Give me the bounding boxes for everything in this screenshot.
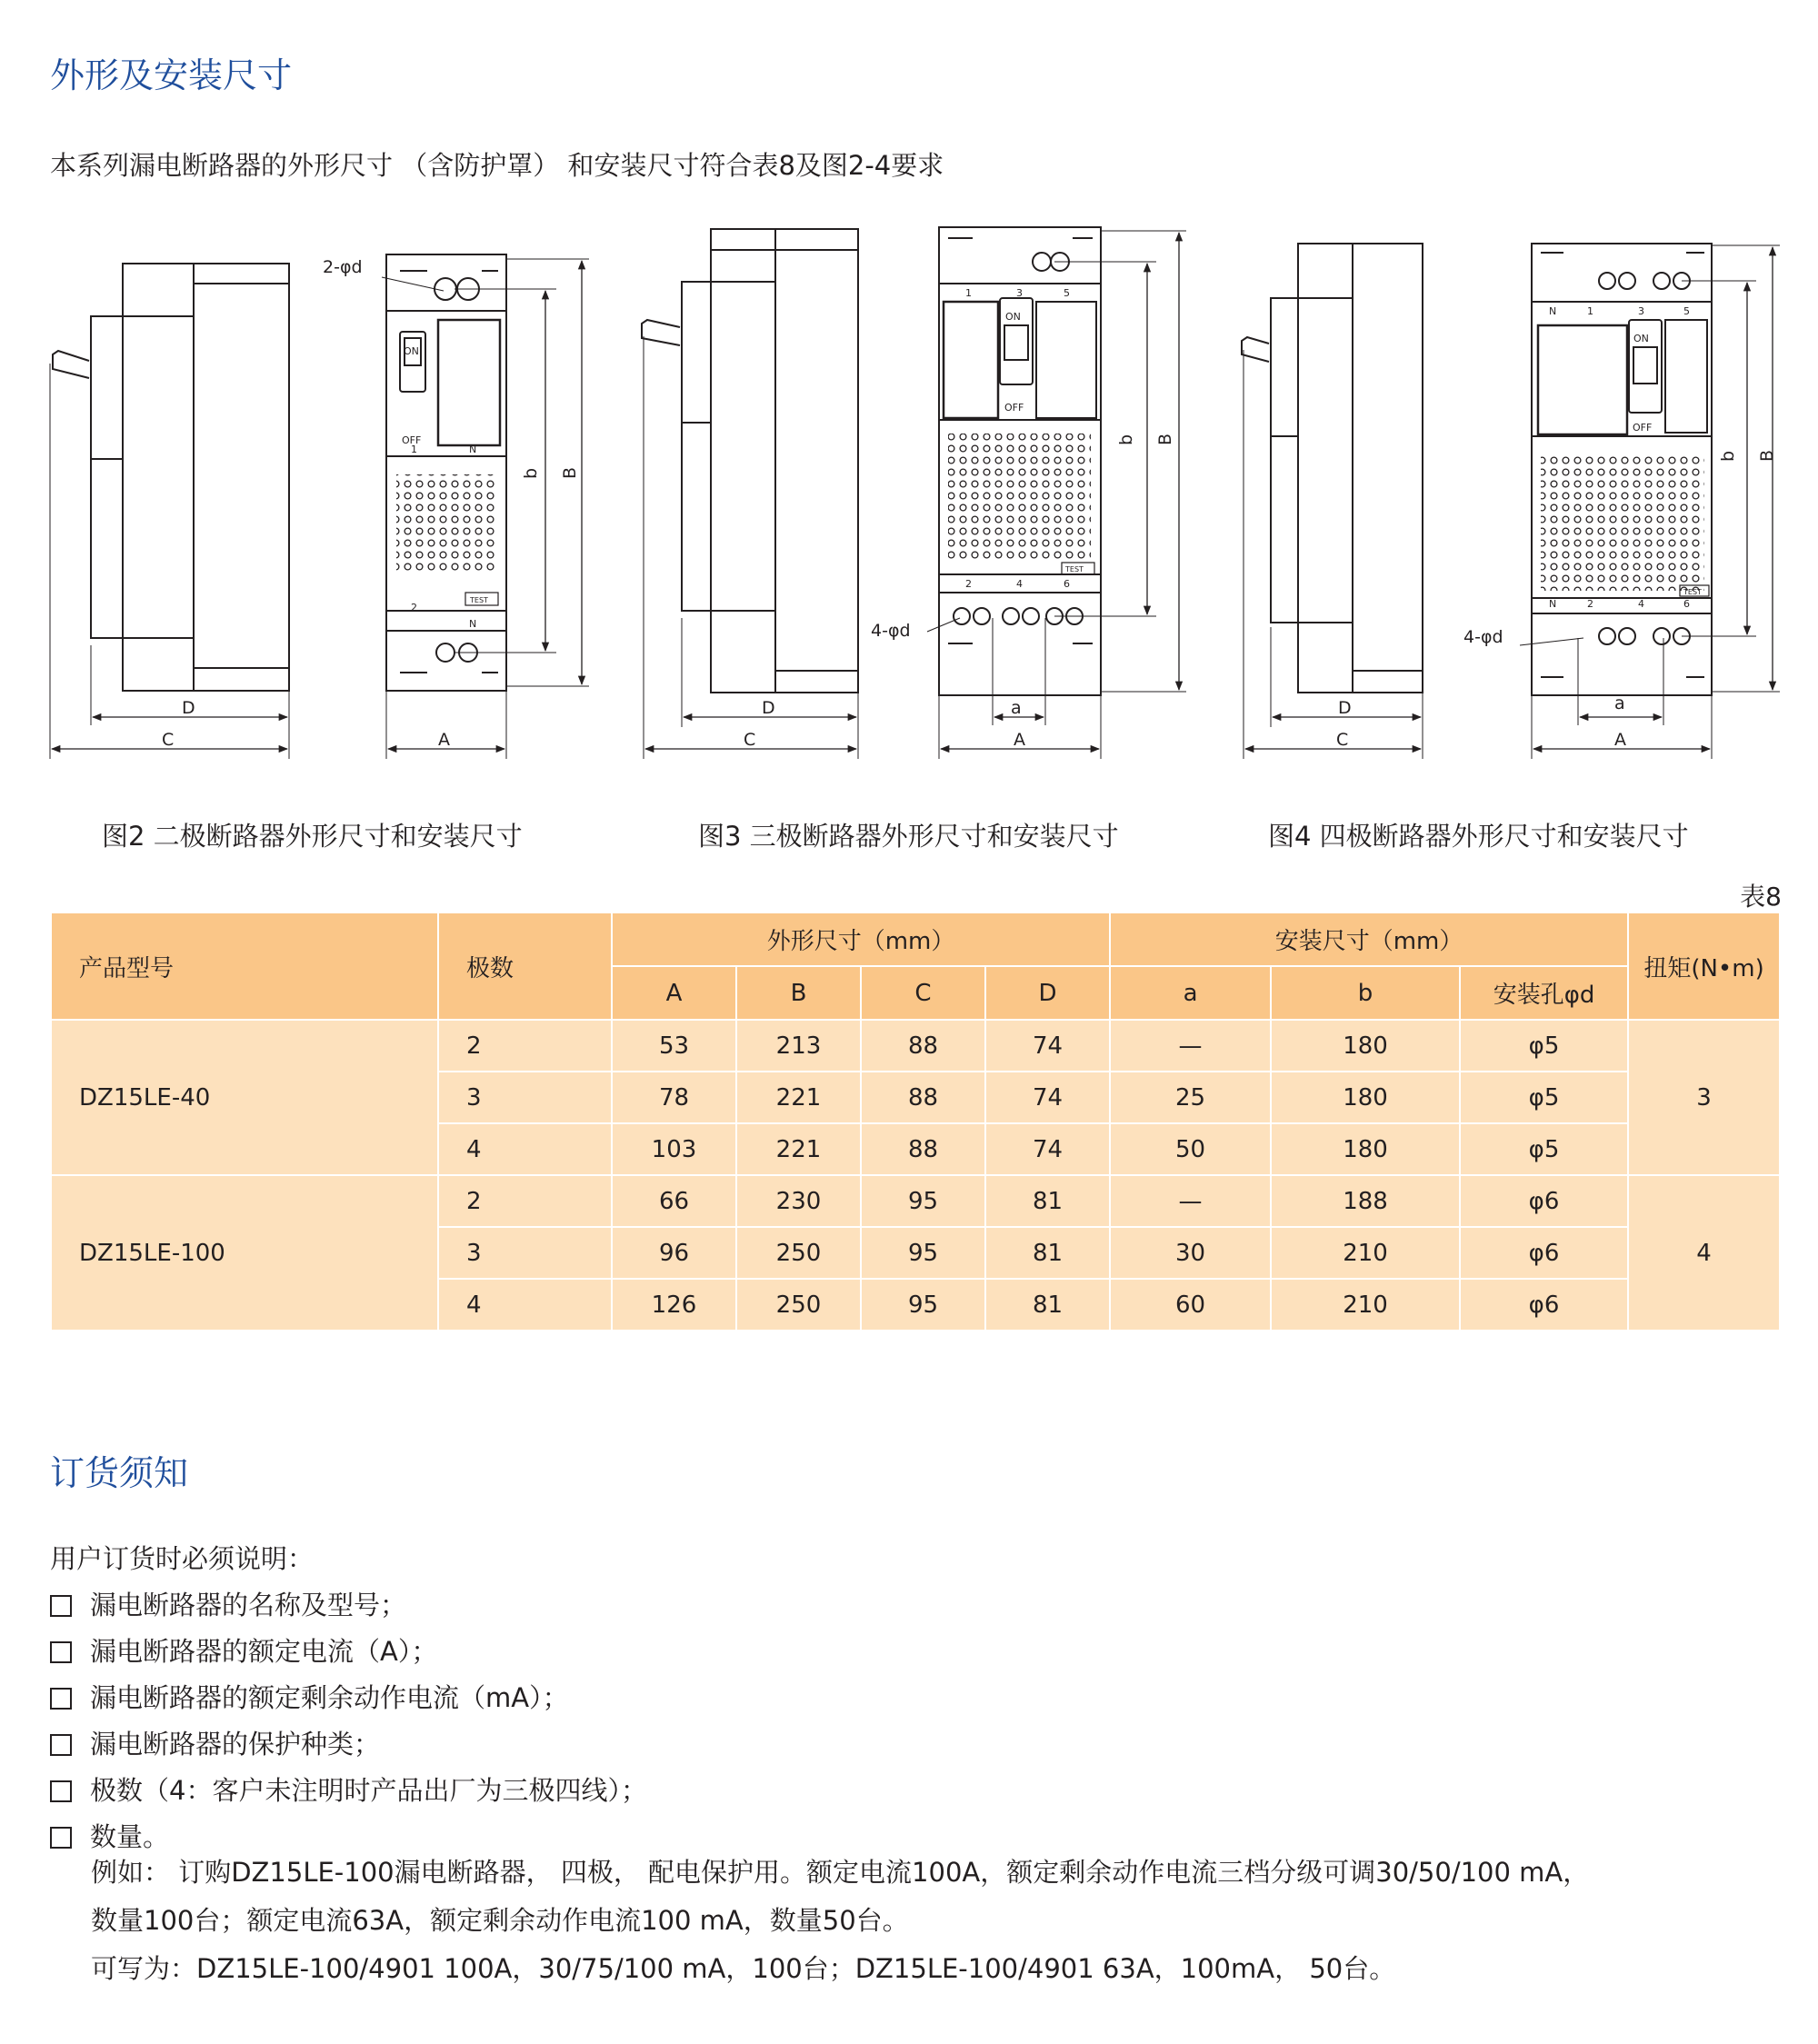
checkbox[interactable]: [50, 1827, 72, 1849]
fig3-test-label: TEST: [1065, 565, 1084, 573]
fig2-dim-c: C: [162, 730, 175, 750]
cell-C: 88: [861, 1020, 985, 1072]
header-poles: 极数: [438, 912, 612, 1020]
fig4-term-1: 1: [1587, 305, 1593, 317]
fig4-dim-b-small: b: [1718, 450, 1738, 462]
fig4-term-4: 4: [1638, 598, 1644, 610]
cell-C: 95: [861, 1175, 985, 1227]
fig3-term-3: 3: [1016, 287, 1023, 299]
spec-table: [50, 912, 1781, 1331]
cell-b: 210: [1271, 1227, 1460, 1279]
cell-hole: φ5: [1460, 1123, 1628, 1175]
model-cell: DZ15LE-100: [51, 1175, 438, 1331]
fig4-test-label: TEST: [1683, 588, 1702, 596]
cell-a: 30: [1110, 1227, 1271, 1279]
header-hole: 安装孔φd: [1460, 966, 1628, 1020]
fig3-caption: 图3 三极断路器外形尺寸和安装尺寸: [698, 821, 1119, 852]
cell-b: 210: [1271, 1279, 1460, 1331]
table-row: [51, 1020, 1780, 1072]
fig4-term-6: 6: [1683, 598, 1690, 610]
cell-D: 81: [985, 1175, 1110, 1227]
model-cell: DZ15LE-40: [51, 1020, 438, 1175]
fig2-off-label: OFF: [402, 434, 422, 446]
fig4-term-3: 3: [1638, 305, 1644, 317]
header-D: D: [985, 966, 1110, 1020]
section-title-order: 订货须知: [50, 1453, 189, 1493]
checkbox[interactable]: [50, 1734, 72, 1756]
fig3-dim-b-small: b: [1116, 434, 1136, 445]
cell-D: 74: [985, 1072, 1110, 1123]
fig2-caption: 图2 二极断路器外形尺寸和安装尺寸: [102, 821, 523, 852]
fig3-dim-a: A: [1014, 730, 1025, 750]
outline-drawings: [0, 218, 1818, 782]
cell-hole: φ5: [1460, 1020, 1628, 1072]
list-item: [50, 1582, 647, 1629]
torque-cell: 4: [1628, 1175, 1780, 1331]
order-item-text: 漏电断路器的额定剩余动作电流（mA）；: [90, 1682, 569, 1713]
fig3-dim-b-large: B: [1155, 433, 1175, 445]
order-item-text: 漏电断路器的名称及型号；: [90, 1590, 407, 1620]
header-A: A: [612, 966, 736, 1020]
fig2-hole-label: 2-φd: [323, 257, 363, 277]
cell-A: 126: [612, 1279, 736, 1331]
table-label: 表8: [1740, 882, 1782, 912]
fig4-dim-b-large: B: [1757, 449, 1777, 462]
fig2-term-2: 2: [411, 602, 417, 613]
cell-hole: φ6: [1460, 1227, 1628, 1279]
fig3-term-1: 1: [965, 287, 972, 299]
cell-C: 88: [861, 1072, 985, 1123]
order-list: [50, 1536, 647, 1860]
cell-a: —: [1110, 1175, 1271, 1227]
order-item-text: 极数（4：客户未注明时产品出厂为三极四线）；: [90, 1775, 647, 1806]
cell-B: 250: [736, 1279, 861, 1331]
cell-hole: φ6: [1460, 1175, 1628, 1227]
fig4-dim-d: D: [1338, 698, 1352, 718]
fig3-term-4: 4: [1016, 578, 1023, 590]
fig4-dim-a-small: a: [1614, 693, 1625, 713]
fig3-side-view: [642, 229, 858, 759]
cell-C: 88: [861, 1123, 985, 1175]
cell-C: 95: [861, 1279, 985, 1331]
cell-A: 96: [612, 1227, 736, 1279]
cell-D: 74: [985, 1020, 1110, 1072]
cell-B: 221: [736, 1123, 861, 1175]
header-model: 产品型号: [51, 912, 438, 1020]
poles-cell: 2: [438, 1020, 612, 1072]
cell-B: 221: [736, 1072, 861, 1123]
list-item: [50, 1721, 647, 1768]
cell-B: 230: [736, 1175, 861, 1227]
cell-b: 180: [1271, 1020, 1460, 1072]
cell-b: 180: [1271, 1123, 1460, 1175]
poles-cell: 3: [438, 1072, 612, 1123]
fig2-on-label: ON: [404, 345, 419, 357]
table-row: [51, 1175, 1780, 1227]
fig3-dim-c: C: [744, 730, 756, 750]
checkbox[interactable]: [50, 1688, 72, 1710]
cell-b: 188: [1271, 1175, 1460, 1227]
list-item: [50, 1675, 647, 1721]
fig3-front-view: [927, 227, 1186, 759]
header-a: a: [1110, 966, 1271, 1020]
fig4-term-n-bottom: N: [1549, 598, 1557, 610]
intro-text: 本系列漏电断路器的外形尺寸 （含防护罩） 和安装尺寸符合表8及图2-4要求: [50, 150, 944, 181]
list-item: [50, 1629, 647, 1675]
example-line: 例如： 订购DZ15LE-100漏电断路器， 四极， 配电保护用。额定电流100A，额定剩余动作电流三档分级可调30/50/100 mA，: [91, 1857, 1590, 1888]
cell-a: —: [1110, 1020, 1271, 1072]
order-example: [91, 1849, 1589, 1993]
fig3-dim-d: D: [762, 698, 775, 718]
fig3-dim-a-small: a: [1011, 698, 1022, 718]
fig2-test-label: TEST: [470, 596, 488, 604]
poles-cell: 3: [438, 1227, 612, 1279]
checkbox[interactable]: [50, 1595, 72, 1617]
example-line: 数量100台；额定电流63A，额定剩余动作电流100 mA，数量50台。: [91, 1905, 909, 1936]
fig4-dim-c: C: [1336, 730, 1349, 750]
checkbox[interactable]: [50, 1641, 72, 1663]
fig2-dim-b-small: b: [521, 467, 541, 479]
fig2-term-n-bottom: N: [469, 618, 477, 630]
list-item: [50, 1768, 647, 1814]
poles-cell: 4: [438, 1279, 612, 1331]
fig2-term-1: 1: [411, 444, 417, 455]
fig3-term-6: 6: [1064, 578, 1070, 590]
fig3-term-2: 2: [965, 578, 972, 590]
example-line: 可写为：DZ15LE-100/4901 100A，30/75/100 mA，100台；DZ15LE-100/4901 63A，100mA， 50台。: [91, 1953, 1396, 1984]
order-item-text: 数量。: [90, 1821, 170, 1852]
cell-D: 81: [985, 1227, 1110, 1279]
fig4-side-view: [1242, 244, 1423, 759]
fig3-on-label: ON: [1005, 311, 1021, 323]
fig3-hole-label: 4-φd: [871, 621, 911, 641]
cell-D: 74: [985, 1123, 1110, 1175]
fig4-dim-a: A: [1614, 730, 1626, 750]
order-item-text: 漏电断路器的保护种类；: [90, 1729, 381, 1760]
checkbox[interactable]: [50, 1780, 72, 1802]
fig4-term-n-top: N: [1549, 305, 1557, 317]
fig2-term-n-top: N: [469, 444, 477, 455]
cell-D: 81: [985, 1279, 1110, 1331]
header-C: C: [861, 966, 985, 1020]
poles-cell: 4: [438, 1123, 612, 1175]
fig2-side-view: [50, 264, 289, 759]
fig4-term-5: 5: [1683, 305, 1690, 317]
header-b: b: [1271, 966, 1460, 1020]
fig2-dim-d: D: [182, 698, 195, 718]
order-lead: 用户订货时必须说明：: [50, 1543, 315, 1574]
fig2-front-view: [382, 254, 589, 759]
cell-hole: φ5: [1460, 1072, 1628, 1123]
order-item-text: 漏电断路器的额定电流（A）；: [90, 1636, 438, 1667]
cell-a: 60: [1110, 1279, 1271, 1331]
fig2-dim-a: A: [438, 730, 450, 750]
cell-C: 95: [861, 1227, 985, 1279]
fig4-off-label: OFF: [1633, 422, 1653, 434]
cell-a: 25: [1110, 1072, 1271, 1123]
fig4-caption: 图4 四极断路器外形尺寸和安装尺寸: [1268, 821, 1689, 852]
cell-A: 103: [612, 1123, 736, 1175]
section-title-dimensions: 外形及安装尺寸: [50, 55, 293, 95]
cell-b: 180: [1271, 1072, 1460, 1123]
cell-A: 53: [612, 1020, 736, 1072]
fig4-hole-label: 4-φd: [1463, 627, 1503, 647]
header-outline: 外形尺寸（mm）: [612, 912, 1110, 966]
header-B: B: [736, 966, 861, 1020]
torque-cell: 3: [1628, 1020, 1780, 1175]
fig4-on-label: ON: [1633, 333, 1649, 344]
header-install: 安装尺寸（mm）: [1110, 912, 1628, 966]
fig4-front-view: [1520, 244, 1780, 759]
fig2-dim-b-large: B: [560, 466, 580, 479]
cell-a: 50: [1110, 1123, 1271, 1175]
poles-cell: 2: [438, 1175, 612, 1227]
cell-hole: φ6: [1460, 1279, 1628, 1331]
fig3-off-label: OFF: [1004, 402, 1024, 414]
fig4-term-2: 2: [1587, 598, 1593, 610]
cell-B: 213: [736, 1020, 861, 1072]
cell-A: 78: [612, 1072, 736, 1123]
cell-A: 66: [612, 1175, 736, 1227]
header-torque: 扭矩(N•m): [1628, 912, 1780, 1020]
fig3-term-5: 5: [1064, 287, 1070, 299]
cell-B: 250: [736, 1227, 861, 1279]
